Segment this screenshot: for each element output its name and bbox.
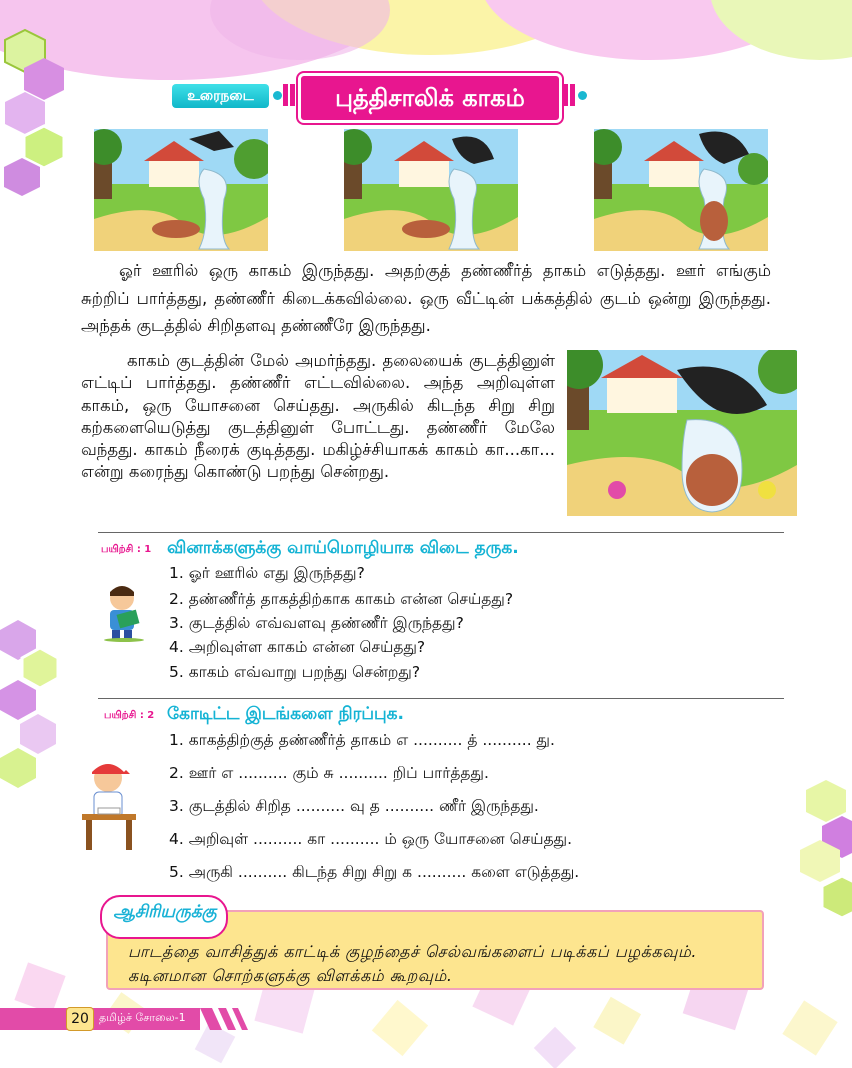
story-paragraph-1: ஓர் ஊரில் ஒரு காகம் இருந்தது. அதற்குத் தண்ணீர்த் தாகம் எடுத்தது. ஊர் எங்கும் சுற்றிப் பார்த்தது, தண்ணீர் கிடைக்கவில்லை. ஒரு வீட்டின் பக்கத்தில் குடம் ஒன்று இருந்தது. அந்தக் குடத்தில் சிறிதளவு தண்ணீரே இருந்தது. xyxy=(81,261,771,335)
exercise2-question-5: 5. அருகி .......... கிடந்த சிறு சிறு க .......... களை எடுத்தது. xyxy=(169,863,580,881)
exercise2-title: கோடிட்ட இடங்களை நிரப்புக. xyxy=(167,704,405,724)
title-left-bar xyxy=(283,84,288,106)
teacher-note-text: பாடத்தை வாசித்துக் காட்டிக் குழந்தைச் செல்வங்களைப் படிக்கப் பழக்கவும். கடினமான சொற்களுக்கு விளக்கம் கூறவும். xyxy=(128,942,697,985)
exercise1-question-3: 3. குடத்தில் எவ்வளவு தண்ணீர் இருந்தது? xyxy=(169,614,464,632)
exercise1-question-1: 1. ஓர் ஊரில் எது இருந்தது? xyxy=(169,564,365,582)
book-title: தமிழ்ச் சோலை-1 xyxy=(99,1011,186,1024)
page-number: 20 xyxy=(66,1007,94,1031)
story-illustration-1 xyxy=(94,129,268,251)
story-paragraph-2: காகம் குடத்தின் மேல் அமர்ந்தது. தலையைக் குடத்தினுள் எட்டிப் பார்த்தது. தண்ணீர் எட்டவில்லை. அந்த அறிவுள்ள காகம், ஒரு யோசனை செய்தது. அருகில் கிடந்த சிறு சிறு கற்களையெடுத்து குடத்தினுள் போட்டது. தண்ணீர் மேலே வந்தது. காகம் நீரைக் குடித்தது. மகிழ்ச்சியாகக் காகம் கா...கா... என்று கரைந்து கொண்டு பறந்து சென்றது. xyxy=(81,351,555,482)
story-illustration-2 xyxy=(344,129,518,251)
exercise2-divider xyxy=(98,698,784,699)
left-hexagon-decoration-top xyxy=(0,20,80,200)
exercise2-question-4: 4. அறிவுள் .......... கா .......... ம் ஒரு யோசனை செய்தது. xyxy=(169,830,573,848)
exercise1-question-5: 5. காகம் எவ்வாறு பறந்து சென்றது? xyxy=(169,663,421,681)
exercise1-divider xyxy=(98,532,784,533)
exercise2-question-1: 1. காகத்திற்குத் தண்ணீர்த் தாகம் எ .......... த் .......... து. xyxy=(169,731,555,749)
title-right-bar xyxy=(563,84,568,106)
reading-boy-icon xyxy=(100,584,150,642)
title-right-dot xyxy=(578,91,587,100)
title-left-bar-2 xyxy=(290,84,295,106)
page-title: புத்திசாலிக் காகம் xyxy=(298,73,562,123)
writing-child-icon xyxy=(78,756,140,854)
exercise2-question-3: 3. குடத்தில் சிறித .......... வு த .......... ணீர் இருந்தது. xyxy=(169,797,539,815)
footer-stripes xyxy=(200,1008,250,1030)
title-left-dot xyxy=(273,91,282,100)
exercise2-label: பயிற்சி : 2 xyxy=(104,710,155,721)
title-right-bar-2 xyxy=(570,84,575,106)
story-illustration-3 xyxy=(594,129,768,251)
teacher-note-label: ஆசிரியருக்கு xyxy=(113,902,217,922)
exercise1-question-4: 4. அறிவுள்ள காகம் என்ன செய்தது? xyxy=(169,638,426,656)
exercise1-question-2: 2. தண்ணீர்த் தாகத்திற்காக காகம் என்ன செய்தது? xyxy=(169,590,514,608)
genre-tag: உரைநடை xyxy=(172,84,269,108)
exercise2-question-2: 2. ஊர் எ .......... கும் சு .......... றிப் பார்த்தது. xyxy=(169,764,489,782)
exercise1-label: பயிற்சி : 1 xyxy=(101,544,152,555)
exercise1-title: வினாக்களுக்கு வாய்மொழியாக விடை தருக. xyxy=(167,538,519,558)
story-illustration-4 xyxy=(567,350,797,516)
left-hexagon-decoration-bottom xyxy=(0,620,70,790)
right-hexagon-decoration xyxy=(790,780,852,930)
